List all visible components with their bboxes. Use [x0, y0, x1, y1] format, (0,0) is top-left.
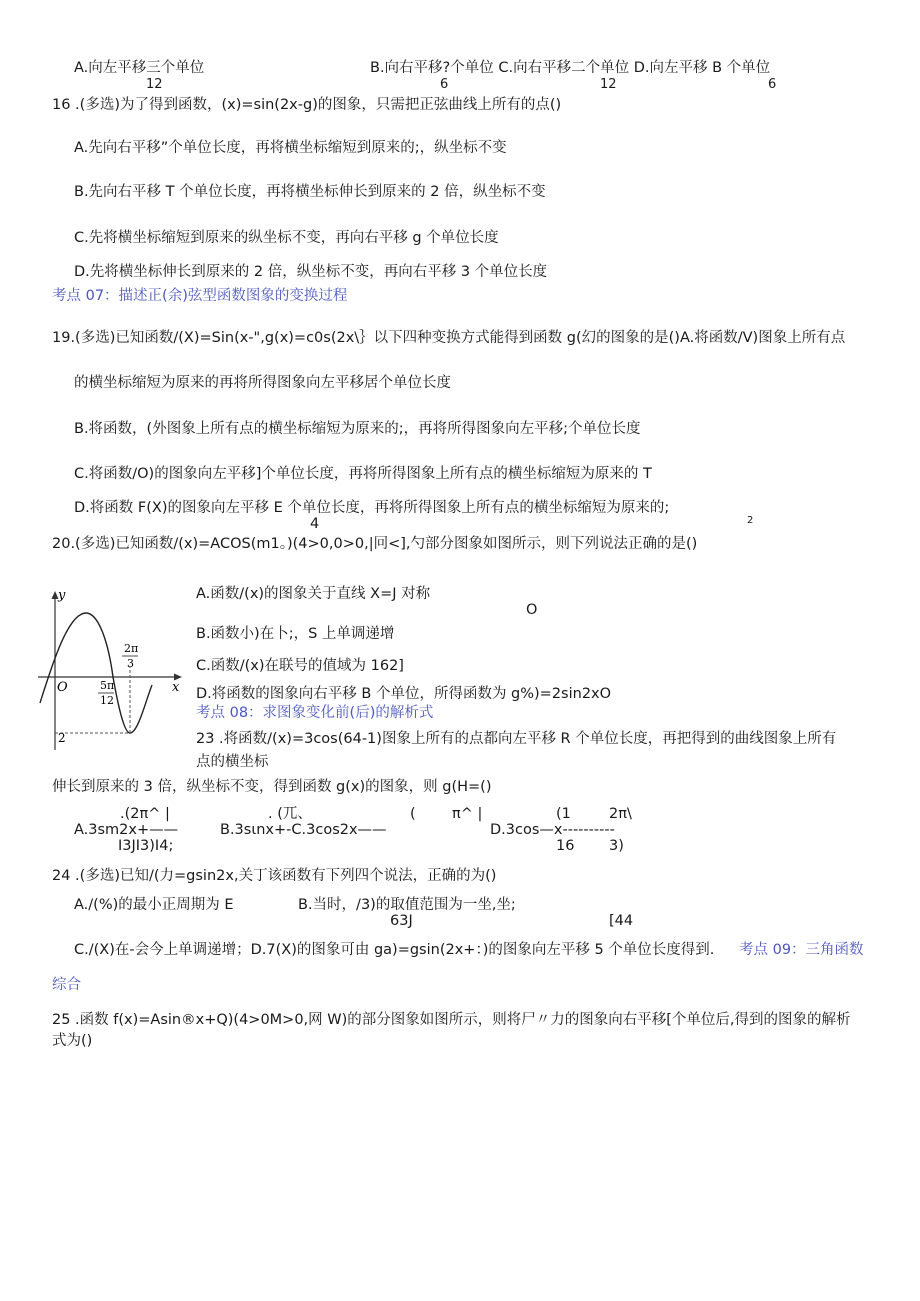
q20-option-b: B.函数小)在卜;，S 上单调递增 — [196, 626, 395, 642]
label-5pi-denominator: 12 — [100, 694, 114, 707]
q19-option-c: C.将函数/O)的图象向左平移]个单位长度，再将所得图象上所有点的横坐标缩短为原来的 T — [74, 466, 652, 482]
q23-option-a-bottom: I3JI3)I4; — [118, 838, 174, 854]
q23-stem-end: 伸长到原来的 3 倍，纵坐标不变，得到函数 g(x)的图象，则 g(H=() — [52, 779, 492, 795]
q20-option-a-extra: O — [526, 602, 538, 618]
q23-option-a-top: .(2π^ | — [120, 806, 170, 822]
section-heading-08: 考点 08：求图象变化前(后)的解析式 — [196, 705, 434, 721]
q20-stem: 20.(多选)已知函数/(x)=ACOS(m1。)(4>0,0>0,|冋<],勺部分图象如图所示，则下列说法正确的是() — [52, 536, 698, 552]
q15-options-bcd: B.向右平移?个单位 C.向右平移二个单位 D.向左平移 B 个单位 — [370, 60, 771, 76]
q23-option-b-top: . (兀、 — [268, 806, 312, 822]
origin-label: O — [57, 680, 68, 695]
q23-option-b-c: B.3sιnx+-C.3cos2x—— — [220, 822, 387, 838]
q23-stem: 23 .将函数/(x)=3cos(64-1)图象上所有的点都向左平移 R 个单位长度，再把得到的曲线图象上所有 — [196, 731, 837, 747]
label-2pi-denominator: 3 — [127, 657, 134, 670]
q16-option-a: A.先向右平移”个单位长度，再将横坐标缩短到原来的;，纵坐标不变 — [74, 140, 507, 156]
q24-options-cd: C./(X)在-会今上单调递增；D.7(X)的图象可由 ga)=gsin(2x+：)的图象向左平移 5 个单位长度得到. — [74, 942, 715, 958]
label-5pi-numerator: 5π — [100, 679, 115, 692]
q20-option-d: D.将函数的图象向右平移 B 个单位，所得函数为 g%)=2sin2xO — [196, 686, 612, 702]
q19-stem: 19.(多选)已知函数/(X)=Sin(x-",g(x)=c0s(2x\｝以下四种变换方式能得到函数 g(幻的图象的是()A.将函数/V)图象上所有点 — [52, 330, 846, 346]
sine-curve — [40, 613, 152, 733]
q23-option-d: D.3cos—x---------- — [490, 822, 615, 838]
section-heading-09-continued: 综合 — [52, 977, 81, 993]
q19-option-d-superscript: 2 — [747, 515, 754, 526]
q23-option-d-bottom-2: 3) — [609, 838, 624, 854]
q19-option-d-subscript: 4 — [310, 516, 320, 532]
q23-option-c-top-2: π^ | — [452, 806, 483, 822]
y-axis — [52, 591, 59, 750]
q16-option-c: C.先将横坐标缩短到原来的纵坐标不变，再向右平移 g 个单位长度 — [74, 230, 499, 246]
q24-stem: 24 .(多选)已知/(力=gsin2x,关丁该函数有下列四个说法，正确的为() — [52, 868, 497, 884]
q20-function-graph — [36, 585, 186, 755]
q19-option-b: B.将函数，(外图象上所有点的横坐标缩短为原来的;，再将所得图象向左平移;个单位长度 — [74, 421, 641, 437]
q23-option-d-top-2: 2π\ — [609, 806, 632, 822]
q15-option-a-denominator: 12 — [146, 77, 163, 92]
q25-stem-continued: 式为() — [52, 1033, 93, 1049]
q15-option-d-denominator: 6 — [768, 77, 777, 92]
label-min-value: 2 — [58, 731, 66, 745]
q23-stem-continued: 点的横坐标 — [196, 754, 269, 770]
q23-option-d-top: (1 — [556, 806, 571, 822]
q24-option-a: A./(%)的最小正周期为 E — [74, 897, 234, 913]
q24-subscript-1: 63J — [390, 913, 413, 929]
q15-option-a: A.向左平移三个单位 — [74, 60, 205, 76]
q24-subscript-2: [44 — [609, 913, 634, 929]
q15-option-c-denominator: 12 — [600, 77, 617, 92]
q23-option-d-bottom: 16 — [556, 838, 575, 854]
y-axis-label: y — [58, 588, 66, 603]
section-heading-09: 考点 09：三角函数 — [739, 942, 864, 958]
q15-option-b-denominator: 6 — [440, 77, 449, 92]
label-2pi-numerator: 2π — [124, 642, 139, 655]
q25-stem: 25 .函数 f(x)=Asin®x+Q)(4>0M>0,网 W)的部分图象如图所示，则将尸〃力的图象向右平移[个单位后,得到的图象的解析 — [52, 1012, 851, 1028]
q24-option-b: B.当时，/3)的取值范围为一坐,坐; — [298, 897, 516, 913]
q20-option-a: A.函数/(x)的图象关于直线 X=J 对称 — [196, 586, 431, 602]
section-heading-07: 考点 07：描述正(余)弦型函数图象的变换过程 — [52, 288, 348, 304]
q16-option-b: B.先向右平移 T 个单位长度，再将横坐标伸长到原来的 2 倍，纵坐标不变 — [74, 184, 546, 200]
q20-option-c: C.函数/(x)在联号的值域为 162] — [196, 658, 404, 674]
q19-stem-continued: 的横坐标缩短为原来的再将所得图象向左平移居个单位长度 — [74, 375, 451, 391]
q23-option-c-top: ( — [410, 806, 416, 822]
q23-option-a: A.3sm2x+—— — [74, 822, 179, 838]
q16-stem: 16 .(多选)为了得到函数，(x)=sin(2x-g)的图象，只需把正弦曲线上所有的点() — [52, 97, 562, 113]
q19-option-d: D.将函数 F(X)的图象向左平移 E 个单位长度，再将所得图象上所有点的横坐标缩短为原来的; — [74, 500, 670, 516]
x-axis-label: x — [172, 680, 180, 695]
q16-option-d: D.先将横坐标伸长到原来的 2 倍，纵坐标不变，再向右平移 3 个单位长度 — [74, 264, 548, 280]
